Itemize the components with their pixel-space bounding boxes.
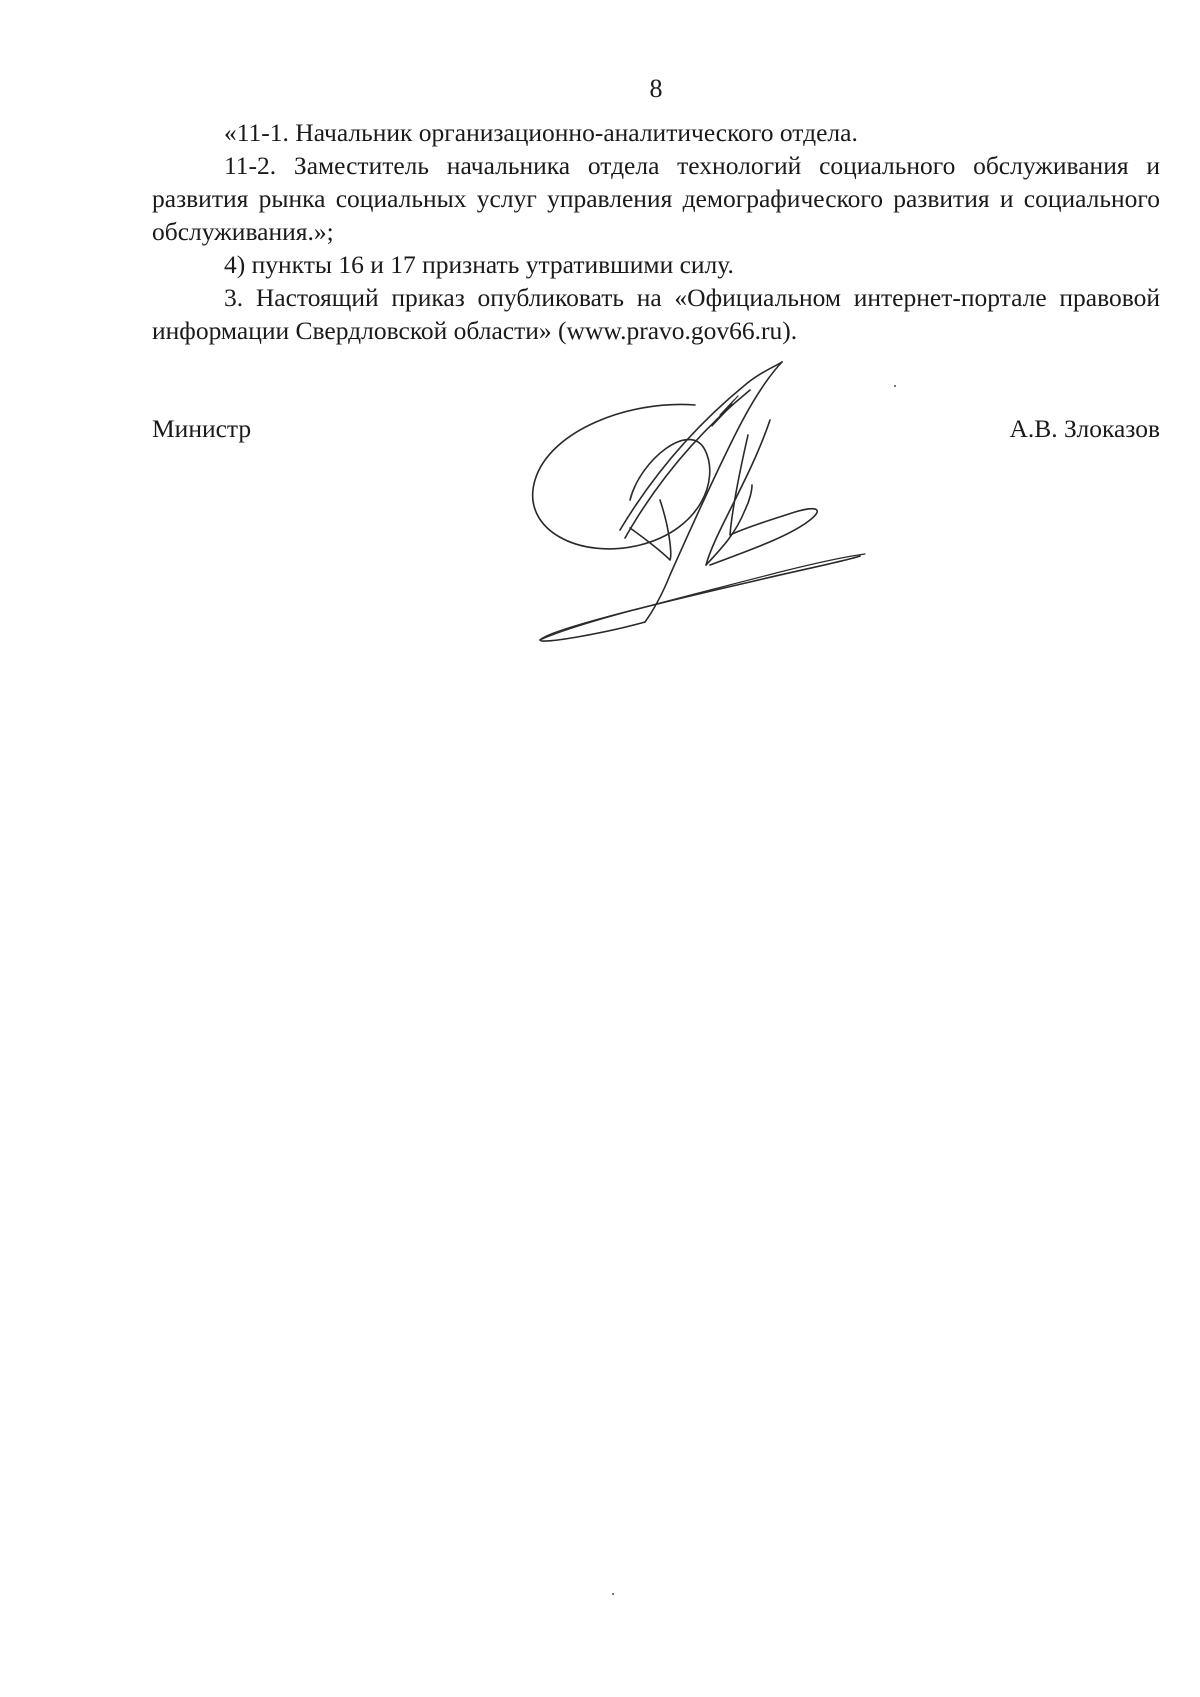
page-number: 8 bbox=[649, 74, 663, 103]
scan-artifact-dot bbox=[612, 1593, 614, 1595]
paragraph-item-3: 3. Настоящий приказ опубликовать на «Официальном интернет-портале правовой информации Свердловской области» (www.pravo.gov66.ru). bbox=[152, 283, 1160, 345]
document-body bbox=[152, 116, 1160, 347]
handwritten-signature-icon bbox=[520, 360, 940, 650]
signer-position: Министр bbox=[152, 414, 252, 443]
paragraph-11-1: «11-1. Начальник организационно-аналитического отдела. bbox=[224, 118, 858, 147]
paragraph-item-4: 4) пункты 16 и 17 признать утратившими силу. bbox=[224, 250, 734, 279]
signer-name: А.В. Злоказов bbox=[1009, 414, 1160, 443]
scan-artifact-dot bbox=[894, 385, 896, 387]
paragraph-11-2: 11-2. Заместитель начальника отдела технологий социального обслуживания и развития рынка социальных услуг управления демографического развития и социального обслуживания.»; bbox=[152, 151, 1160, 246]
